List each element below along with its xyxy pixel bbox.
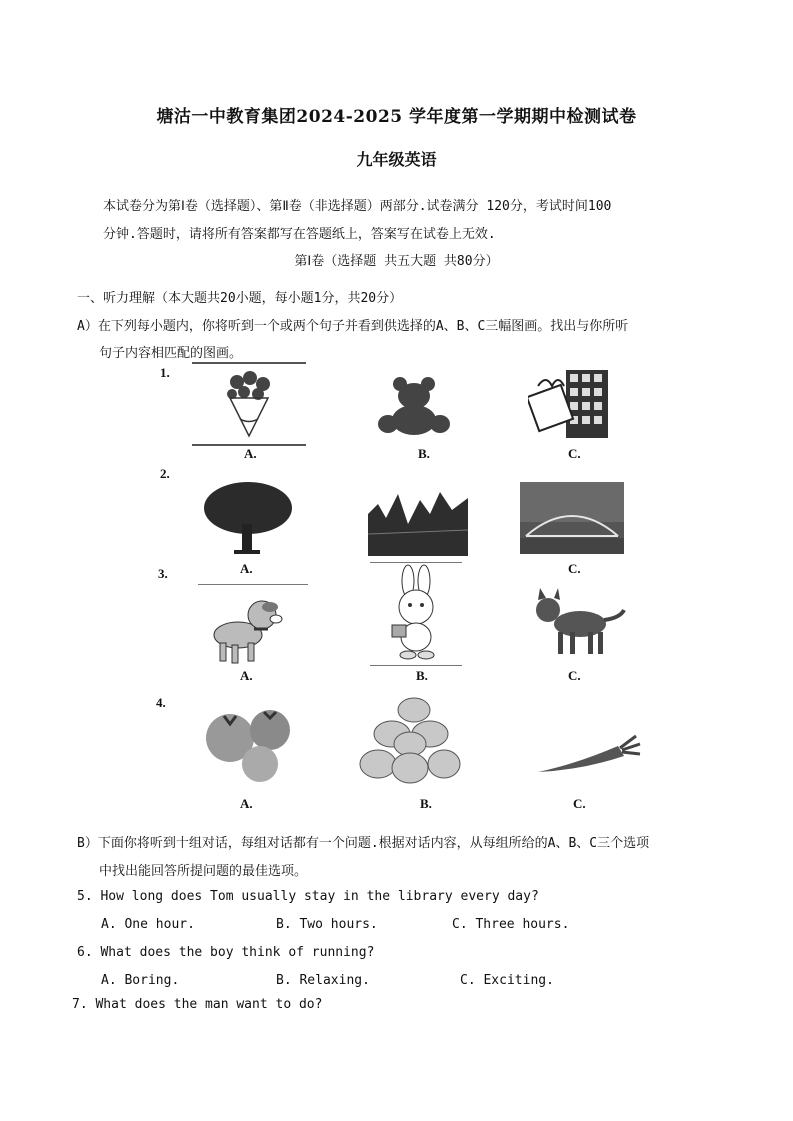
section-b-instruction-1: B）下面你将听到十组对话，每组对话都有一个问题.根据对话内容，从每组所给的A、B、C三个选项: [77, 836, 650, 851]
part-one-heading: 第Ⅰ卷（选择题 共五大题 共80分）: [294, 254, 499, 269]
potatoes-picture: [358, 694, 462, 788]
tomatoes-picture: [200, 694, 296, 784]
question-7: 7. What does the man want to do?: [72, 997, 323, 1012]
mountains-picture: [368, 484, 468, 556]
question-number: 1.: [160, 365, 170, 380]
question-6: 6. What does the boy think of running?: [77, 945, 375, 960]
section-b-instruction-2: 中找出能回答所提问题的最佳选项。: [99, 864, 308, 879]
question-6-option-c: C. Exciting.: [460, 973, 554, 988]
intro-line-1: 本试卷分为第Ⅰ卷（选择题）、第Ⅱ卷（非选择题）两部分.试卷满分 120分，考试时间100: [103, 199, 612, 214]
question-6-option-b: B. Relaxing.: [276, 973, 370, 988]
section-a-instruction-1: A）在下列每小题内，你将听到一个或两个句子并看到供选择的A、B、C三幅图画。找出与你所听: [77, 319, 629, 334]
cat-picture: [530, 588, 626, 660]
option-label: C.: [573, 796, 586, 811]
carrot-picture: [536, 730, 642, 780]
rabbit-picture: [370, 562, 462, 666]
option-label: A.: [240, 668, 253, 683]
question-5-option-b: B. Two hours.: [276, 917, 378, 932]
dog-picture: [198, 584, 308, 667]
exam-title: 塘沽一中教育集团2024-2025 学年度第一学期期中检测试卷: [156, 107, 637, 127]
option-label: B.: [418, 446, 430, 461]
option-label: A.: [240, 796, 253, 811]
exam-subtitle: 九年级英语: [356, 150, 437, 169]
option-label: A.: [244, 446, 257, 461]
listening-section-heading: 一、听力理解（本大题共20小题，每小题1分，共20分）: [77, 291, 403, 306]
intro-line-2: 分钟.答题时，请将所有答案都写在答题纸上，答案写在试卷上无效.: [103, 227, 496, 242]
option-label: C.: [568, 561, 581, 576]
tree-picture: [200, 480, 296, 556]
question-5-option-a: A. One hour.: [101, 917, 195, 932]
option-label: B.: [416, 668, 428, 683]
question-5-option-c: C. Three hours.: [452, 917, 570, 932]
teddy-bear-picture: [372, 376, 456, 438]
option-label: A.: [240, 561, 253, 576]
question-5: 5. How long does Tom usually stay in the library every day?: [77, 889, 539, 904]
question-number: 3.: [158, 566, 168, 581]
option-label: B.: [420, 796, 432, 811]
question-6-option-a: A. Boring.: [101, 973, 180, 988]
option-label: C.: [568, 446, 581, 461]
section-a-instruction-2: 句子内容相匹配的图画。: [99, 346, 243, 361]
question-number: 2.: [160, 466, 170, 481]
question-number: 4.: [156, 695, 166, 710]
chocolate-gift-box-picture: [528, 368, 610, 440]
flower-bouquet-picture: [192, 362, 306, 446]
bridge-picture: [520, 482, 624, 554]
option-label: C.: [568, 668, 581, 683]
